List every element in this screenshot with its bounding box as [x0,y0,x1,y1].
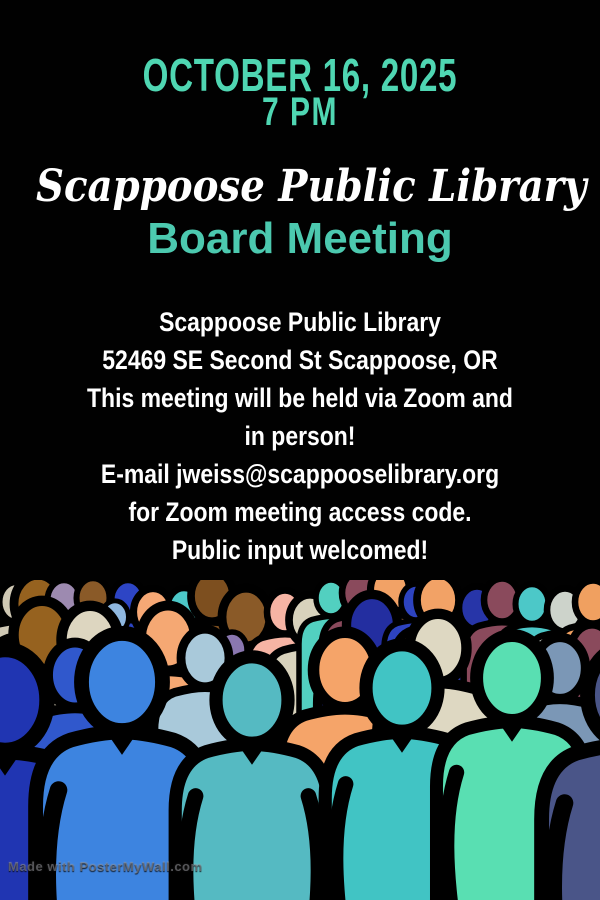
date-block [0,49,600,134]
body-line: in person! [244,421,356,451]
body-line: 52469 SE Second St Scappoose, OR [102,345,498,375]
body-line: E-mail jweiss@scappooselibrary.org [100,459,500,489]
body-line: Public input welcomed! [171,535,429,565]
body-line: Scappoose Public Library [159,307,441,337]
board-meeting-title: Board Meeting [147,214,453,263]
date-heading: OCTOBER 16, 2025 [142,49,458,101]
body-line: for Zoom meeting access code. [128,497,472,527]
watermark: Made with PosterMyWall.com [8,859,203,874]
script-title: Scappoose Public Library [36,161,587,212]
body-text-block [0,303,600,569]
time-heading: 7 PM [261,90,339,134]
crowd-illustration [0,580,600,900]
body-line: This meeting will be held via Zoom and [87,383,513,413]
